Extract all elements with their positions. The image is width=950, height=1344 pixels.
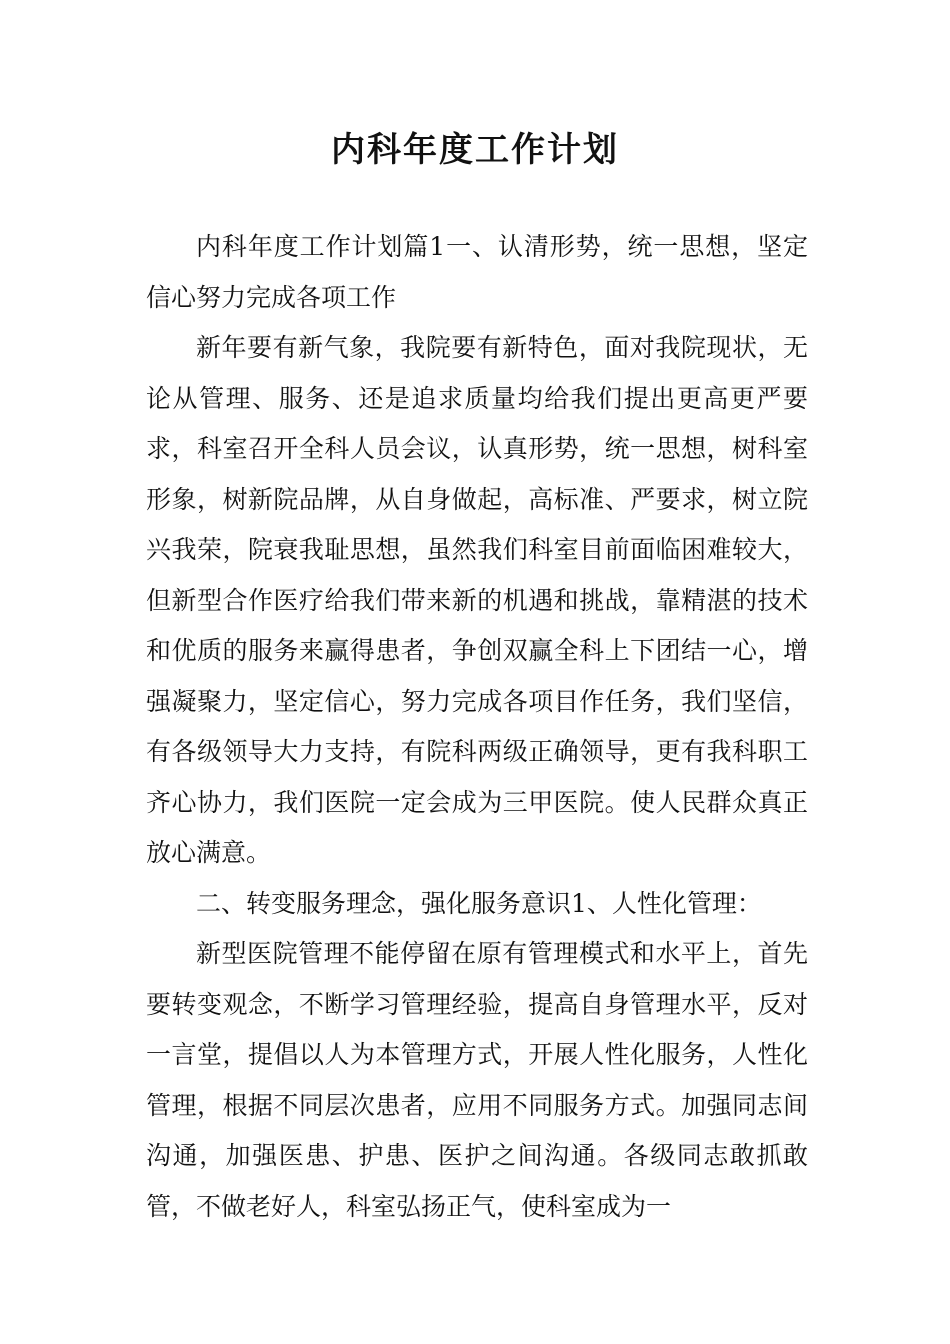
paragraph-2: 新年要有新气象，我院要有新特色，面对我院现状，无论从管理、服务、还是追求质量均给我们提出更高更严要求，科室召开全科人员会议，认真形势，统一思想，树科室形象，树新院品牌，从自身做起，高标准、严要求，树立院兴我荣，院衰我耻思想，虽然我们科室目前面临困难较大，但新型合作医疗给我们带来新的机遇和挑战，靠精湛的技术和优质的服务来赢得患者，争创双赢全科上下团结一心，增强凝聚力，坚定信心，努力完成各项目作任务，我们坚信，有各级领导大力支持，有院科两级正确领导，更有我科职工齐心协力，我们医院一定会成为三甲医院。使人民群众真正放心满意。 [146, 333, 808, 867]
paragraph-3: 二、转变服务理念，强化服务意识1、人性化管理： [196, 888, 762, 918]
document-title: 内科年度工作计划 [331, 130, 619, 170]
paragraph-4: 新型医院管理不能停留在原有管理模式和水平上，首先要转变观念，不断学习管理经验，提高自身管理水平，反对一言堂，提倡以人为本管理方式，开展人性化服务，人性化管理，根据不同层次患者，应用不同服务方式。加强同志间沟通，加强医患、护患、医护之间沟通。各级同志敢抓敢管，不做老好人，科室弘扬正气，使科室成为一 [146, 939, 808, 1221]
paragraph-1: 内科年度工作计划篇1一、认清形势，统一思想，坚定信心努力完成各项工作 [146, 232, 808, 312]
document-body [146, 222, 808, 1232]
